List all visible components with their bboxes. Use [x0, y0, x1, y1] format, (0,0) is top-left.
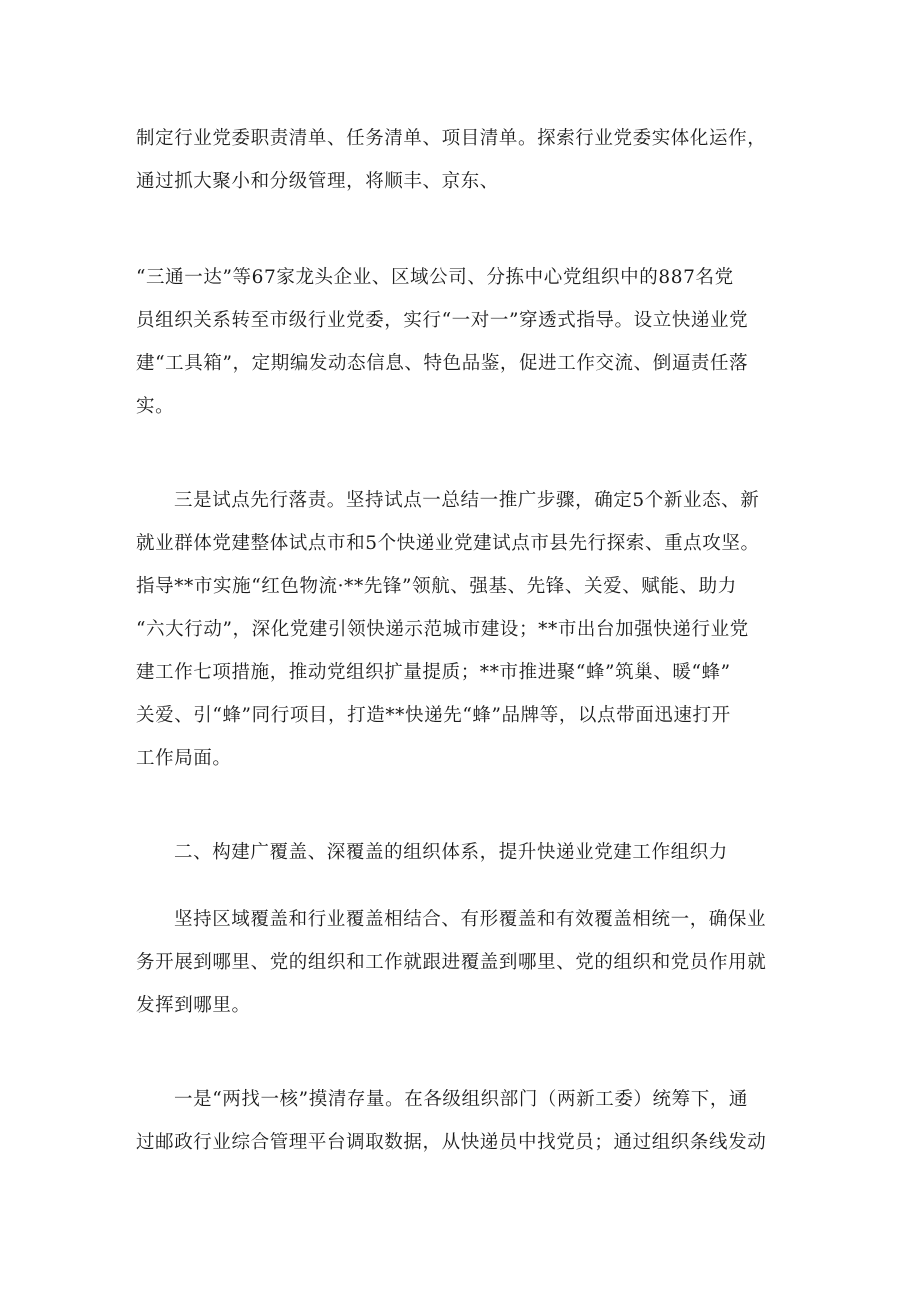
paragraph-2 [136, 256, 796, 428]
text-line: 指导**市实施“红色物流·**先锋”领航、强基、先锋、关爱、赋能、助力 [136, 576, 737, 597]
paragraph-5 [136, 1078, 796, 1164]
paragraph-1 [136, 117, 796, 203]
text-line: 员组织关系转至市级行业党委，实行“一对一”穿透式指导。设立快递业党 [136, 310, 749, 331]
text-line: 关爱、引“蜂”同行项目，打造**快递先“蜂”品牌等，以点带面迅速打开 [136, 705, 731, 726]
paragraph-3 [136, 479, 796, 780]
text-line: “三通一达”等67家龙头企业、区域公司、分拣中心党组织中的887名党 [136, 267, 734, 288]
text-line: 制定行业党委职责清单、任务清单、项目清单。探索行业党委实体化运作， [136, 128, 767, 149]
text-line: 发挥到哪里。 [136, 995, 251, 1016]
text-line: 过邮政行业综合管理平台调取数据，从快递员中找党员；通过组织条线发动 [136, 1132, 767, 1153]
text-line: 三是试点先行落责。坚持试点一总结一推广步骤，确定5个新业态、新 [174, 490, 760, 511]
text-line: 坚持区域覆盖和行业覆盖相结合、有形覆盖和有效覆盖相统一，确保业 [174, 909, 767, 930]
text-line: 建工作七项措施，推动党组织扩量提质；**市推进聚“蜂”筑巢、暖“蜂” [136, 662, 731, 683]
section-heading [136, 831, 796, 874]
text-line: 工作局面。 [136, 748, 232, 769]
text-line: “六大行动”，深化党建引领快递示范城市建设；**市出台加强快递行业党 [136, 619, 749, 640]
text-line: 务开展到哪里、党的组织和工作就跟进覆盖到哪里、党的组织和党员作用就 [136, 952, 767, 973]
text-line: 通过抓大聚小和分级管理，将顺丰、京东、 [136, 171, 499, 192]
text-line: 二、构建广覆盖、深覆盖的组织体系，提升快递业党建工作组织力 [174, 842, 728, 863]
text-line: 实。 [136, 396, 175, 417]
text-line: 就业群体党建整体试点市和5个快递业党建试点市县先行探索、重点攻坚。 [136, 533, 760, 554]
text-line: 建“工具箱”，定期编发动态信息、特色品鉴，促进工作交流、倒逼责任落 [136, 353, 749, 374]
text-line: 一是“两找一核”摸清存量。在各级组织部门（两新工委）统筹下，通 [174, 1089, 749, 1110]
paragraph-4 [136, 898, 796, 1027]
